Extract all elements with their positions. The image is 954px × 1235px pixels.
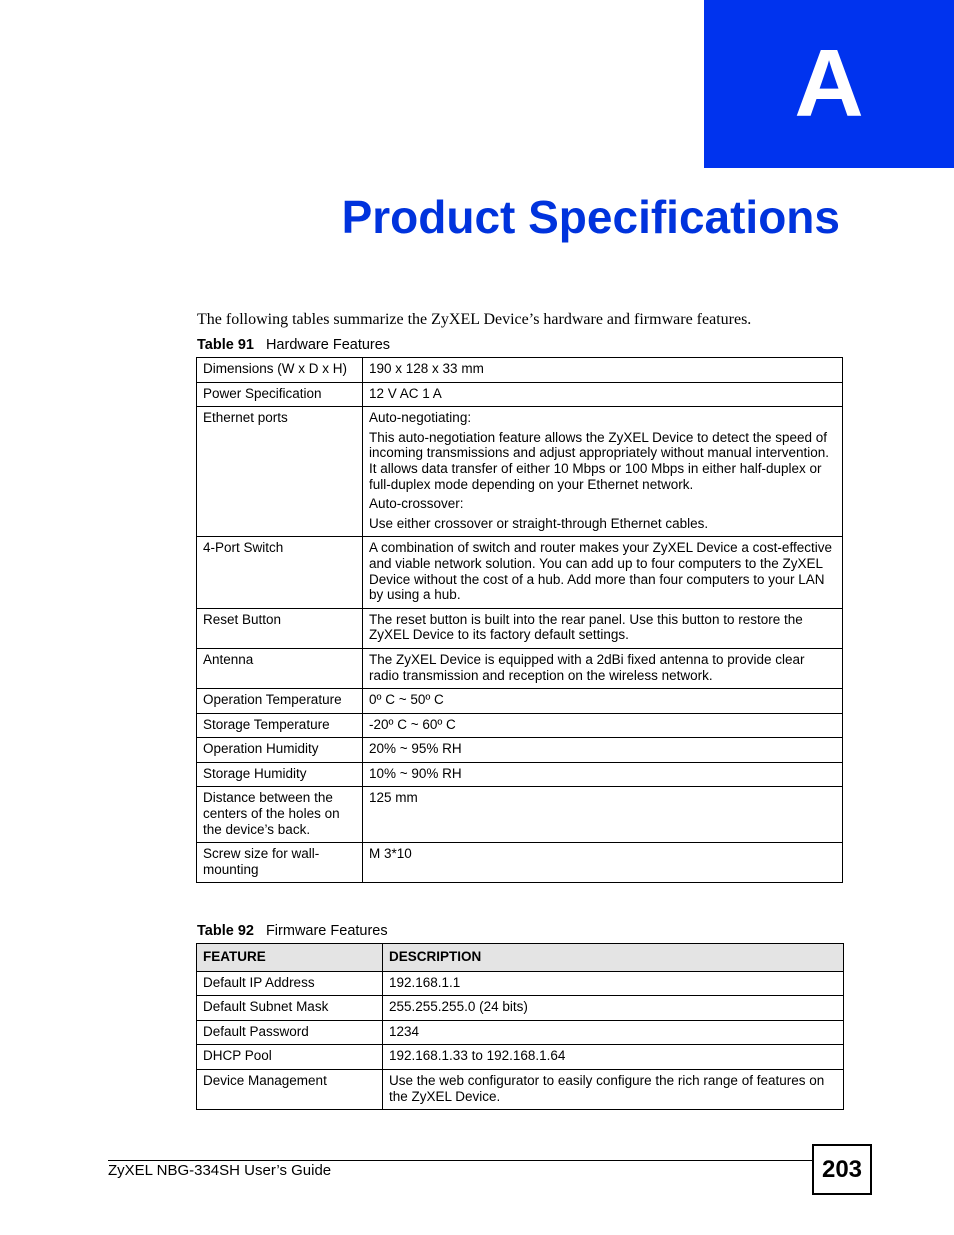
description-paragraph: M 3*10 (369, 846, 412, 862)
table-row (197, 787, 843, 843)
footer-rule (108, 1160, 812, 1161)
table-row (197, 843, 843, 883)
table-row (197, 1069, 844, 1109)
table-row (197, 971, 844, 996)
feature-description-cell (363, 407, 843, 537)
table-row (197, 407, 843, 537)
feature-name-cell: 4-Port Switch (197, 537, 363, 608)
table-92-caption-text: Firmware Features (265, 923, 388, 939)
description-paragraph: 20% ~ 95% RH (369, 741, 462, 757)
table-91-label: Table 91 (197, 337, 254, 353)
page-number-text: 203 (821, 1155, 863, 1183)
page-number (812, 1144, 872, 1195)
table-row (197, 358, 843, 383)
description-paragraph: 0º C ~ 50º C (369, 692, 444, 708)
description-cell: 1234 (383, 1020, 844, 1045)
description-paragraph: A combination of switch and router makes your ZyXEL Device a cost-effective and viable network solution. You can add up to four computers to the ZyXEL Device without the cost of a hub. Add more than four computers to your LAN by using a hub. (369, 540, 832, 603)
table-row (197, 762, 843, 787)
feature-name-cell: Storage Humidity (197, 762, 363, 787)
description-cell: 192.168.1.33 to 192.168.1.64 (383, 1045, 844, 1070)
feature-cell: DHCP Pool (197, 1045, 383, 1070)
description-paragraph: Auto-negotiating: (369, 410, 472, 426)
table-header-row (197, 944, 844, 972)
feature-description-cell (363, 537, 843, 608)
table-row (197, 713, 843, 738)
feature-name-cell: Screw size for wall-mounting (197, 843, 363, 883)
table-92-caption (197, 923, 388, 939)
description-cell: 192.168.1.1 (383, 971, 844, 996)
hardware-features-table (196, 357, 843, 883)
feature-description-cell (363, 608, 843, 648)
feature-cell: Default Password (197, 1020, 383, 1045)
table-row (197, 996, 844, 1021)
table-row (197, 689, 843, 714)
chapter-letter: A (794, 30, 864, 137)
description-paragraph: The ZyXEL Device is equipped with a 2dBi fixed antenna to provide clear radio transmission and reception on the wireless network. (369, 651, 805, 683)
description-paragraph: 125 mm (369, 790, 418, 806)
table-91-caption (197, 337, 390, 353)
feature-description-cell (363, 713, 843, 738)
table-row (197, 648, 843, 688)
feature-description-cell (363, 787, 843, 843)
feature-cell: Default Subnet Mask (197, 996, 383, 1021)
feature-description-cell (363, 689, 843, 714)
feature-name-cell: Operation Humidity (197, 738, 363, 763)
feature-name-cell: Antenna (197, 648, 363, 688)
table-row (197, 738, 843, 763)
feature-name-cell: Ethernet ports (197, 407, 363, 537)
table-row (197, 1020, 844, 1045)
description-paragraph: -20º C ~ 60º C (369, 716, 456, 732)
header-description: DESCRIPTION (383, 944, 844, 972)
firmware-features-table (196, 943, 844, 1110)
footer-guide-title: ZyXEL NBG-334SH User’s Guide (108, 1162, 332, 1179)
feature-cell: Default IP Address (197, 971, 383, 996)
feature-description-cell (363, 648, 843, 688)
description-paragraph: 10% ~ 90% RH (369, 765, 462, 781)
description-paragraph: 190 x 128 x 33 mm (369, 361, 484, 376)
table-row (197, 608, 843, 648)
chapter-letter-box (704, 0, 954, 168)
description-paragraph: 12 V AC 1 A (369, 385, 442, 401)
description-cell: Use the web configurator to easily configure the rich range of features on the ZyXEL Device. (383, 1069, 844, 1109)
feature-description-cell (363, 382, 843, 407)
table-row (197, 537, 843, 608)
header-feature: FEATURE (197, 944, 383, 972)
description-paragraph: The reset button is built into the rear panel. Use this button to restore the ZyXEL Device to its factory default settings. (369, 611, 803, 643)
table-92-label: Table 92 (197, 923, 254, 939)
feature-name-cell: Operation Temperature (197, 689, 363, 714)
table-91-caption-text: Hardware Features (265, 337, 391, 353)
table-row (197, 1045, 844, 1070)
feature-name-cell: Distance between the centers of the holes on the device’s back. (197, 787, 363, 843)
feature-name-cell: Storage Temperature (197, 713, 363, 738)
feature-description-cell (363, 738, 843, 763)
feature-description-cell (363, 358, 843, 383)
feature-name-cell: Dimensions (W x D x H) (197, 358, 363, 383)
feature-name-cell: Power Specification (197, 382, 363, 407)
description-cell: 255.255.255.0 (24 bits) (383, 996, 844, 1021)
feature-description-cell (363, 762, 843, 787)
description-paragraph: Use either crossover or straight-through Ethernet cables. (369, 515, 709, 531)
feature-cell: Device Management (197, 1069, 383, 1109)
page-title: Product Specifications (341, 191, 840, 243)
intro-paragraph: The following tables summarize the ZyXEL Device’s hardware and firmware features. (197, 311, 752, 328)
table-row (197, 382, 843, 407)
feature-description-cell (363, 843, 843, 883)
description-paragraph: Auto-crossover: (369, 496, 464, 512)
description-paragraph: This auto-negotiation feature allows the ZyXEL Device to detect the speed of incoming transmissions and adjust appropriately without manual intervention. It allows data transfer of either 10 Mbps or 100 Mbps in either half-duplex or full-duplex mode depending on your Ethernet network. (369, 429, 829, 492)
feature-name-cell: Reset Button (197, 608, 363, 648)
